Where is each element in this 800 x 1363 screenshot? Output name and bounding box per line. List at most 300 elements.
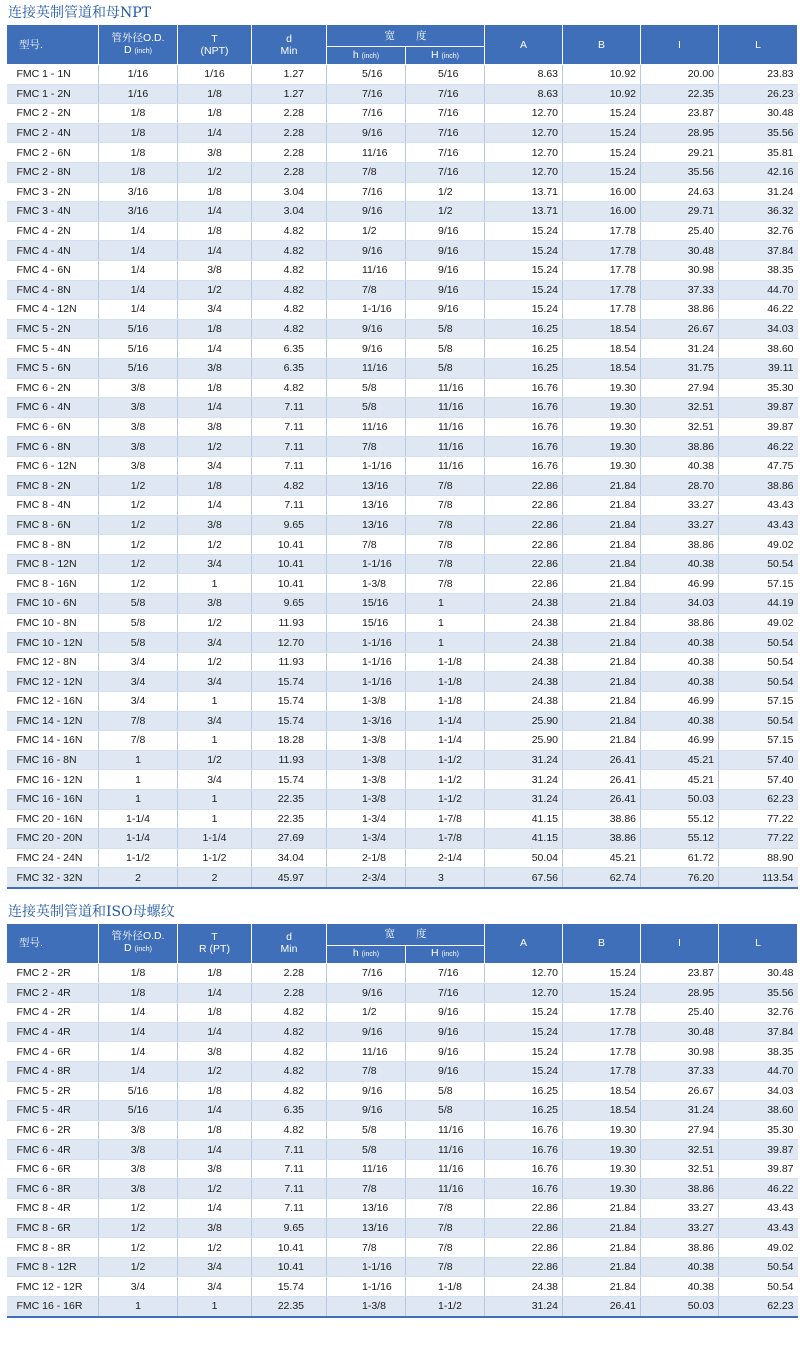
cell-d: 4.82 [252, 319, 327, 339]
cell-d: 15.74 [252, 672, 327, 692]
cell-d: 9.65 [252, 1218, 327, 1238]
cell-l: 50.54 [719, 554, 798, 574]
cell-i: 30.48 [641, 1022, 719, 1042]
cell-model: FMC 24 - 24N [7, 848, 99, 868]
cell-i: 31.75 [641, 358, 719, 378]
cell-i: 23.87 [641, 963, 719, 983]
cell-model: FMC 3 - 2N [7, 182, 99, 202]
cell-l: 62.23 [719, 789, 798, 809]
cell-d: 4.82 [252, 1042, 327, 1062]
cell-model: FMC 14 - 16N [7, 731, 99, 751]
cell-model: FMC 12 - 12N [7, 672, 99, 692]
cell-l: 35.30 [719, 378, 798, 398]
cell-a: 12.70 [485, 123, 563, 143]
cell-i: 40.38 [641, 1277, 719, 1297]
cell-l: 50.54 [719, 1277, 798, 1297]
cell-h-small: 1-1/16 [327, 633, 406, 653]
cell-od: 3/4 [99, 692, 178, 712]
cell-a: 16.76 [485, 417, 563, 437]
cell-d: 15.74 [252, 770, 327, 790]
cell-a: 24.38 [485, 672, 563, 692]
cell-b: 19.30 [563, 1120, 641, 1140]
cell-t: 1/4 [178, 202, 252, 222]
cell-t: 1/8 [178, 221, 252, 241]
cell-d: 7.11 [252, 1140, 327, 1160]
cell-i: 24.63 [641, 182, 719, 202]
cell-od: 1 [99, 770, 178, 790]
cell-l: 46.22 [719, 1179, 798, 1199]
cell-h-small: 13/16 [327, 1218, 406, 1238]
cell-t: 1 [178, 1297, 252, 1317]
cell-h-large: 1/2 [406, 182, 485, 202]
cell-od: 1/8 [99, 143, 178, 163]
cell-l: 35.30 [719, 1120, 798, 1140]
cell-l: 34.03 [719, 319, 798, 339]
cell-b: 21.84 [563, 1218, 641, 1238]
header-b: B [563, 923, 641, 963]
cell-l: 50.54 [719, 652, 798, 672]
cell-od: 1/4 [99, 1022, 178, 1042]
table-row [7, 515, 798, 535]
cell-model: FMC 8 - 6N [7, 515, 99, 535]
table-row [7, 535, 798, 555]
cell-b: 21.84 [563, 1257, 641, 1277]
cell-od: 5/8 [99, 613, 178, 633]
cell-h-large: 9/16 [406, 280, 485, 300]
cell-i: 55.12 [641, 809, 719, 829]
cell-a: 15.24 [485, 241, 563, 261]
cell-b: 26.41 [563, 770, 641, 790]
header-t-line1: T [211, 931, 218, 944]
cell-d: 22.35 [252, 789, 327, 809]
header-model: 型号. [7, 25, 99, 65]
cell-a: 50.04 [485, 848, 563, 868]
cell-t: 1/8 [178, 1120, 252, 1140]
cell-model: FMC 4 - 2R [7, 1003, 99, 1023]
cell-b: 21.84 [563, 476, 641, 496]
cell-b: 21.84 [563, 496, 641, 516]
cell-d: 7.11 [252, 417, 327, 437]
cell-i: 29.71 [641, 202, 719, 222]
cell-b: 15.24 [563, 143, 641, 163]
cell-a: 16.25 [485, 339, 563, 359]
cell-t: 3/8 [178, 1159, 252, 1179]
cell-t: 1/16 [178, 65, 252, 85]
table-row [7, 1120, 798, 1140]
cell-model: FMC 5 - 4R [7, 1101, 99, 1121]
cell-b: 16.00 [563, 182, 641, 202]
header-t-line2: (NPT) [200, 44, 229, 57]
cell-model: FMC 6 - 4N [7, 398, 99, 418]
cell-l: 39.87 [719, 398, 798, 418]
header-h-label: h [352, 48, 359, 61]
cell-model: FMC 4 - 6N [7, 260, 99, 280]
cell-od: 1/8 [99, 104, 178, 124]
cell-l: 88.90 [719, 848, 798, 868]
cell-h-large: 5/8 [406, 319, 485, 339]
cell-l: 46.22 [719, 437, 798, 457]
cell-h-large: 7/16 [406, 963, 485, 983]
cell-a: 31.24 [485, 789, 563, 809]
cell-d: 2.28 [252, 104, 327, 124]
cell-i: 30.48 [641, 241, 719, 261]
cell-i: 25.40 [641, 221, 719, 241]
cell-model: FMC 2 - 6N [7, 143, 99, 163]
cell-l: 23.83 [719, 65, 798, 85]
cell-i: 34.03 [641, 594, 719, 614]
cell-a: 16.76 [485, 1140, 563, 1160]
cell-od: 1-1/4 [99, 829, 178, 849]
cell-od: 3/8 [99, 378, 178, 398]
cell-h-small: 1-3/4 [327, 809, 406, 829]
header-d-line2: Min [280, 44, 298, 57]
cell-od: 1/8 [99, 162, 178, 182]
cell-a: 16.76 [485, 1179, 563, 1199]
cell-b: 21.84 [563, 515, 641, 535]
cell-h-small: 1-3/4 [327, 829, 406, 849]
table-row [7, 1022, 798, 1042]
cell-b: 15.24 [563, 123, 641, 143]
table-row [7, 300, 798, 320]
cell-model: FMC 12 - 8N [7, 652, 99, 672]
cell-od: 1-1/4 [99, 809, 178, 829]
cell-i: 31.24 [641, 339, 719, 359]
cell-t: 1/4 [178, 123, 252, 143]
cell-h-large: 1-1/8 [406, 692, 485, 712]
cell-t: 3/8 [178, 515, 252, 535]
cell-i: 40.38 [641, 554, 719, 574]
cell-i: 37.33 [641, 1061, 719, 1081]
cell-d: 9.65 [252, 515, 327, 535]
cell-model: FMC 4 - 8N [7, 280, 99, 300]
cell-l: 38.60 [719, 1101, 798, 1121]
cell-t: 1/2 [178, 437, 252, 457]
cell-h-large: 1-1/8 [406, 672, 485, 692]
cell-h-small: 7/8 [327, 162, 406, 182]
cell-model: FMC 4 - 4N [7, 241, 99, 261]
cell-d: 4.82 [252, 241, 327, 261]
cell-t: 3/8 [178, 260, 252, 280]
cell-l: 44.70 [719, 1061, 798, 1081]
header-d-line1: d [286, 931, 292, 944]
cell-h-small: 1/2 [327, 1003, 406, 1023]
cell-model: FMC 6 - 8R [7, 1179, 99, 1199]
cell-model: FMC 6 - 6R [7, 1159, 99, 1179]
cell-h-small: 5/8 [327, 378, 406, 398]
cell-b: 15.24 [563, 963, 641, 983]
cell-a: 25.90 [485, 731, 563, 751]
cell-a: 13.71 [485, 182, 563, 202]
cell-h-small: 11/16 [327, 417, 406, 437]
cell-od: 3/4 [99, 672, 178, 692]
table-row [7, 1061, 798, 1081]
cell-a: 24.38 [485, 633, 563, 653]
cell-t: 3/4 [178, 554, 252, 574]
header-od-line2: D [123, 942, 132, 955]
cell-i: 32.51 [641, 1159, 719, 1179]
cell-b: 26.41 [563, 1297, 641, 1317]
cell-b: 10.92 [563, 84, 641, 104]
cell-d: 7.11 [252, 1199, 327, 1219]
cell-b: 26.41 [563, 789, 641, 809]
cell-a: 15.24 [485, 1003, 563, 1023]
cell-h-large: 11/16 [406, 437, 485, 457]
cell-model: FMC 10 - 6N [7, 594, 99, 614]
cell-t: 1-1/2 [178, 848, 252, 868]
cell-d: 22.35 [252, 809, 327, 829]
cell-i: 29.21 [641, 143, 719, 163]
cell-h-large: 5/16 [406, 65, 485, 85]
cell-h-small: 5/8 [327, 1120, 406, 1140]
cell-h-small: 1-3/16 [327, 711, 406, 731]
cell-l: 50.54 [719, 633, 798, 653]
header-i: I [641, 25, 719, 65]
cell-h-large: 11/16 [406, 1140, 485, 1160]
cell-a: 15.24 [485, 221, 563, 241]
table-row [7, 1199, 798, 1219]
cell-l: 49.02 [719, 1238, 798, 1258]
cell-h-large: 2-1/4 [406, 848, 485, 868]
cell-b: 21.84 [563, 692, 641, 712]
cell-model: FMC 6 - 8N [7, 437, 99, 457]
cell-h-large: 1-1/2 [406, 750, 485, 770]
cell-h-large: 7/8 [406, 496, 485, 516]
cell-h-large: 1-1/8 [406, 1277, 485, 1297]
cell-d: 27.69 [252, 829, 327, 849]
cell-h-large: 7/16 [406, 162, 485, 182]
cell-od: 3/16 [99, 202, 178, 222]
table-row [7, 613, 798, 633]
cell-od: 1/2 [99, 1238, 178, 1258]
cell-b: 17.78 [563, 1003, 641, 1023]
cell-model: FMC 3 - 4N [7, 202, 99, 222]
cell-d: 7.11 [252, 1159, 327, 1179]
cell-a: 16.76 [485, 378, 563, 398]
cell-b: 19.30 [563, 417, 641, 437]
cell-h-large: 7/8 [406, 476, 485, 496]
cell-a: 22.86 [485, 515, 563, 535]
cell-i: 33.27 [641, 1218, 719, 1238]
cell-h-small: 1-3/8 [327, 789, 406, 809]
table-row [7, 358, 798, 378]
cell-od: 3/16 [99, 182, 178, 202]
cell-model: FMC 2 - 8N [7, 162, 99, 182]
table-row [7, 456, 798, 476]
cell-od: 1/2 [99, 515, 178, 535]
cell-h-large: 11/16 [406, 1159, 485, 1179]
cell-b: 15.24 [563, 162, 641, 182]
cell-l: 57.15 [719, 731, 798, 751]
cell-od: 3/8 [99, 1140, 178, 1160]
cell-h-large: 7/16 [406, 143, 485, 163]
cell-d: 10.41 [252, 574, 327, 594]
cell-h-large: 9/16 [406, 300, 485, 320]
cell-l: 38.86 [719, 476, 798, 496]
table-row [7, 848, 798, 868]
cell-d: 3.04 [252, 182, 327, 202]
cell-h-large: 3 [406, 868, 485, 888]
table-row [7, 574, 798, 594]
cell-h-small: 13/16 [327, 515, 406, 535]
cell-i: 28.95 [641, 983, 719, 1003]
cell-h-small: 1-1/16 [327, 1257, 406, 1277]
cell-l: 47.75 [719, 456, 798, 476]
cell-b: 17.78 [563, 221, 641, 241]
cell-l: 32.76 [719, 1003, 798, 1023]
cell-a: 22.86 [485, 535, 563, 555]
cell-h-large: 5/8 [406, 1101, 485, 1121]
cell-i: 38.86 [641, 1179, 719, 1199]
cell-od: 3/4 [99, 1277, 178, 1297]
cell-a: 22.86 [485, 496, 563, 516]
cell-d: 4.82 [252, 1022, 327, 1042]
cell-d: 9.65 [252, 594, 327, 614]
cell-i: 38.86 [641, 300, 719, 320]
cell-l: 30.48 [719, 963, 798, 983]
cell-model: FMC 8 - 8R [7, 1238, 99, 1258]
cell-od: 1/8 [99, 123, 178, 143]
header-h-large [406, 47, 485, 65]
cell-d: 4.82 [252, 1061, 327, 1081]
cell-h-small: 1-1/16 [327, 672, 406, 692]
cell-i: 32.51 [641, 398, 719, 418]
table-row [7, 711, 798, 731]
cell-h-large: 9/16 [406, 1061, 485, 1081]
header-t [178, 25, 252, 65]
cell-h-large: 7/16 [406, 84, 485, 104]
cell-h-small: 1-3/8 [327, 731, 406, 751]
cell-i: 32.51 [641, 1140, 719, 1160]
cell-d: 4.82 [252, 280, 327, 300]
cell-model: FMC 20 - 16N [7, 809, 99, 829]
cell-h-small: 1/2 [327, 221, 406, 241]
cell-l: 43.43 [719, 515, 798, 535]
table-row [7, 496, 798, 516]
cell-l: 44.70 [719, 280, 798, 300]
header-h-label: h [352, 947, 359, 960]
cell-model: FMC 5 - 6N [7, 358, 99, 378]
cell-t: 3/4 [178, 633, 252, 653]
cell-h-large: 7/8 [406, 1218, 485, 1238]
cell-b: 15.24 [563, 983, 641, 1003]
cell-b: 21.84 [563, 731, 641, 751]
cell-a: 25.90 [485, 711, 563, 731]
header-d-line1: d [286, 32, 292, 45]
cell-d: 34.04 [252, 848, 327, 868]
table-row [7, 1140, 798, 1160]
cell-h-large: 7/16 [406, 983, 485, 1003]
cell-a: 22.86 [485, 1218, 563, 1238]
cell-l: 50.54 [719, 711, 798, 731]
cell-od: 1/4 [99, 280, 178, 300]
cell-h-small: 1-1/16 [327, 652, 406, 672]
cell-l: 26.23 [719, 84, 798, 104]
cell-t: 3/8 [178, 1042, 252, 1062]
table-row [7, 1081, 798, 1101]
cell-h-small: 5/8 [327, 1140, 406, 1160]
cell-od: 1/4 [99, 241, 178, 261]
cell-i: 26.67 [641, 1081, 719, 1101]
cell-a: 12.70 [485, 963, 563, 983]
section-title: 连接英制管道和母NPT [8, 5, 152, 21]
cell-l: 35.56 [719, 983, 798, 1003]
cell-d: 4.82 [252, 221, 327, 241]
cell-od: 3/4 [99, 652, 178, 672]
table-row [7, 339, 798, 359]
cell-l: 77.22 [719, 809, 798, 829]
cell-l: 113.54 [719, 868, 798, 888]
cell-od: 1/16 [99, 84, 178, 104]
cell-h-small: 1-1/16 [327, 554, 406, 574]
cell-h-small: 7/16 [327, 104, 406, 124]
cell-t: 1/8 [178, 378, 252, 398]
table-row [7, 963, 798, 983]
cell-a: 12.70 [485, 104, 563, 124]
cell-b: 19.30 [563, 1159, 641, 1179]
cell-t: 3/4 [178, 300, 252, 320]
cell-od: 7/8 [99, 731, 178, 751]
cell-i: 40.38 [641, 456, 719, 476]
table-header [7, 923, 798, 963]
cell-i: 26.67 [641, 319, 719, 339]
cell-h-small: 2-3/4 [327, 868, 406, 888]
cell-od: 5/16 [99, 358, 178, 378]
cell-t: 1/2 [178, 535, 252, 555]
cell-a: 16.76 [485, 437, 563, 457]
cell-h-small: 7/8 [327, 1238, 406, 1258]
cell-d: 6.35 [252, 1101, 327, 1121]
cell-b: 21.84 [563, 711, 641, 731]
cell-l: 57.40 [719, 770, 798, 790]
cell-b: 15.24 [563, 104, 641, 124]
cell-t: 1/2 [178, 280, 252, 300]
cell-b: 19.30 [563, 398, 641, 418]
cell-h-small: 7/8 [327, 437, 406, 457]
table-row [7, 1218, 798, 1238]
cell-b: 18.54 [563, 319, 641, 339]
cell-i: 50.03 [641, 1297, 719, 1317]
spec-table [6, 24, 798, 889]
cell-od: 1/4 [99, 260, 178, 280]
header-H-unit: (inch) [441, 52, 460, 60]
cell-h-large: 5/8 [406, 358, 485, 378]
cell-t: 3/4 [178, 456, 252, 476]
header-od-line1: 管外径O.D. [111, 930, 165, 943]
cell-d: 4.82 [252, 300, 327, 320]
cell-i: 28.95 [641, 123, 719, 143]
cell-od: 5/16 [99, 1101, 178, 1121]
header-od-line1: 管外径O.D. [111, 31, 165, 44]
cell-d: 15.74 [252, 711, 327, 731]
cell-d: 10.41 [252, 535, 327, 555]
cell-h-small: 1-1/16 [327, 456, 406, 476]
cell-h-small: 7/16 [327, 182, 406, 202]
cell-d: 2.28 [252, 143, 327, 163]
cell-l: 43.43 [719, 496, 798, 516]
cell-a: 22.86 [485, 574, 563, 594]
cell-l: 30.48 [719, 104, 798, 124]
cell-i: 40.38 [641, 672, 719, 692]
cell-t: 3/8 [178, 417, 252, 437]
cell-i: 40.38 [641, 711, 719, 731]
cell-od: 1/8 [99, 983, 178, 1003]
header-t-line2: R (PT) [199, 943, 230, 956]
cell-b: 17.78 [563, 1042, 641, 1062]
cell-l: 37.84 [719, 1022, 798, 1042]
cell-h-large: 1-1/2 [406, 1297, 485, 1317]
cell-a: 12.70 [485, 983, 563, 1003]
cell-h-small: 9/16 [327, 983, 406, 1003]
